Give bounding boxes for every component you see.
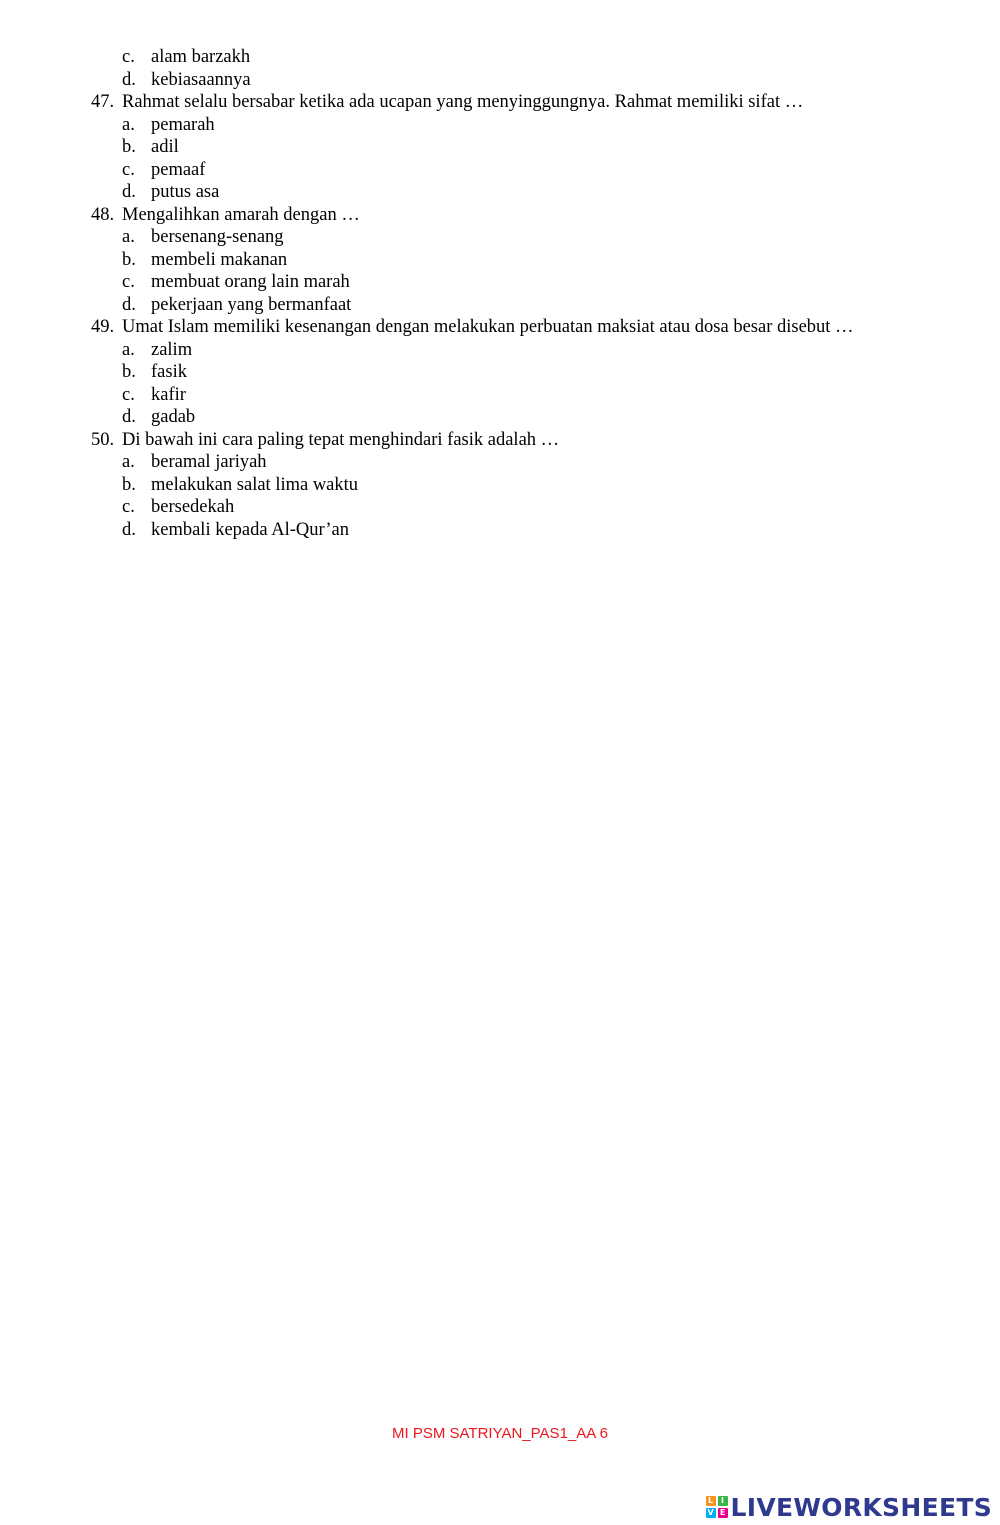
live-grid-icon [706, 1496, 728, 1518]
question-text: Di bawah ini cara paling tepat menghindari fasik adalah … [122, 429, 560, 450]
logo-letter-e: E [718, 1508, 728, 1518]
option-letter: b. [122, 137, 136, 157]
option-letter: d. [122, 519, 136, 540]
option-text: kafir [151, 384, 186, 405]
question-48 [0, 204, 1000, 227]
brand-wordmark: LIVEWORKSHEETS [730, 1492, 992, 1522]
option-text: bersedekah [151, 497, 235, 517]
answer-option [0, 181, 1000, 204]
question-number: 48. [91, 204, 115, 225]
answer-option [0, 69, 1000, 92]
option-text: pemarah [151, 114, 215, 135]
question-50 [0, 429, 1000, 452]
option-text: kebiasaannya [151, 69, 251, 90]
logo-letter-i: I [718, 1496, 728, 1506]
option-text: kembali kepada Al-Qur’an [151, 519, 349, 540]
option-letter: b. [122, 362, 136, 382]
question-number: 47. [91, 92, 115, 112]
question-text: Mengalihkan amarah dengan … [122, 204, 360, 225]
option-text: adil [151, 137, 179, 157]
option-letter: a. [122, 452, 135, 472]
option-text: zalim [151, 339, 193, 360]
answer-option [0, 271, 1000, 294]
option-letter: a. [122, 339, 135, 360]
answer-option [0, 226, 1000, 249]
option-text: alam barzakh [151, 47, 251, 67]
option-letter: a. [122, 227, 135, 247]
answer-option [0, 46, 1000, 69]
option-text: melakukan salat lima waktu [151, 474, 359, 495]
option-text: membeli makanan [151, 249, 288, 270]
option-letter: a. [122, 114, 135, 135]
answer-option [0, 136, 1000, 159]
option-text: fasik [151, 362, 187, 382]
answer-option [0, 384, 1000, 407]
answer-option [0, 249, 1000, 272]
option-letter: d. [122, 182, 136, 202]
answer-option [0, 496, 1000, 519]
option-text: putus asa [151, 182, 220, 202]
worksheet-document [0, 46, 1000, 541]
option-text: bersenang-senang [151, 227, 284, 247]
option-letter: c. [122, 47, 135, 67]
question-number: 50. [91, 429, 115, 450]
page-footer: MI PSM SATRIYAN_PAS1_AA 6 [392, 1425, 608, 1442]
answer-option [0, 159, 1000, 182]
option-letter: c. [122, 272, 135, 292]
logo-letter-v: V [707, 1508, 714, 1517]
option-letter: d. [122, 294, 136, 315]
answer-option [0, 361, 1000, 384]
answer-option [0, 294, 1000, 317]
option-text: pekerjaan yang bermanfaat [151, 294, 352, 315]
option-text: pemaaf [151, 159, 206, 180]
option-letter: d. [122, 407, 136, 427]
option-text: membuat orang lain marah [151, 272, 350, 292]
answer-option [0, 114, 1000, 137]
option-letter: c. [122, 159, 135, 180]
question-49 [0, 316, 1000, 339]
question-47 [0, 91, 1000, 114]
option-letter: c. [122, 497, 135, 517]
answer-option [0, 406, 1000, 429]
answer-option [0, 451, 1000, 474]
question-text: Rahmat selalu bersabar ketika ada ucapan yang menyinggungnya. Rahmat memiliki sifat … [122, 92, 804, 112]
option-text: beramal jariyah [151, 452, 267, 472]
answer-option [0, 474, 1000, 497]
option-letter: c. [122, 384, 135, 405]
answer-option [0, 519, 1000, 542]
option-letter: b. [122, 474, 136, 495]
answer-option [0, 339, 1000, 362]
liveworksheets-logo [706, 1489, 992, 1525]
option-letter: b. [122, 249, 136, 270]
option-text: gadab [151, 407, 196, 427]
question-text: Umat Islam memiliki kesenangan dengan melakukan perbuatan maksiat atau dosa besar disebut … [122, 317, 854, 337]
logo-letter-l: L [706, 1496, 716, 1506]
question-number: 49. [91, 317, 115, 337]
option-letter: d. [122, 69, 136, 90]
